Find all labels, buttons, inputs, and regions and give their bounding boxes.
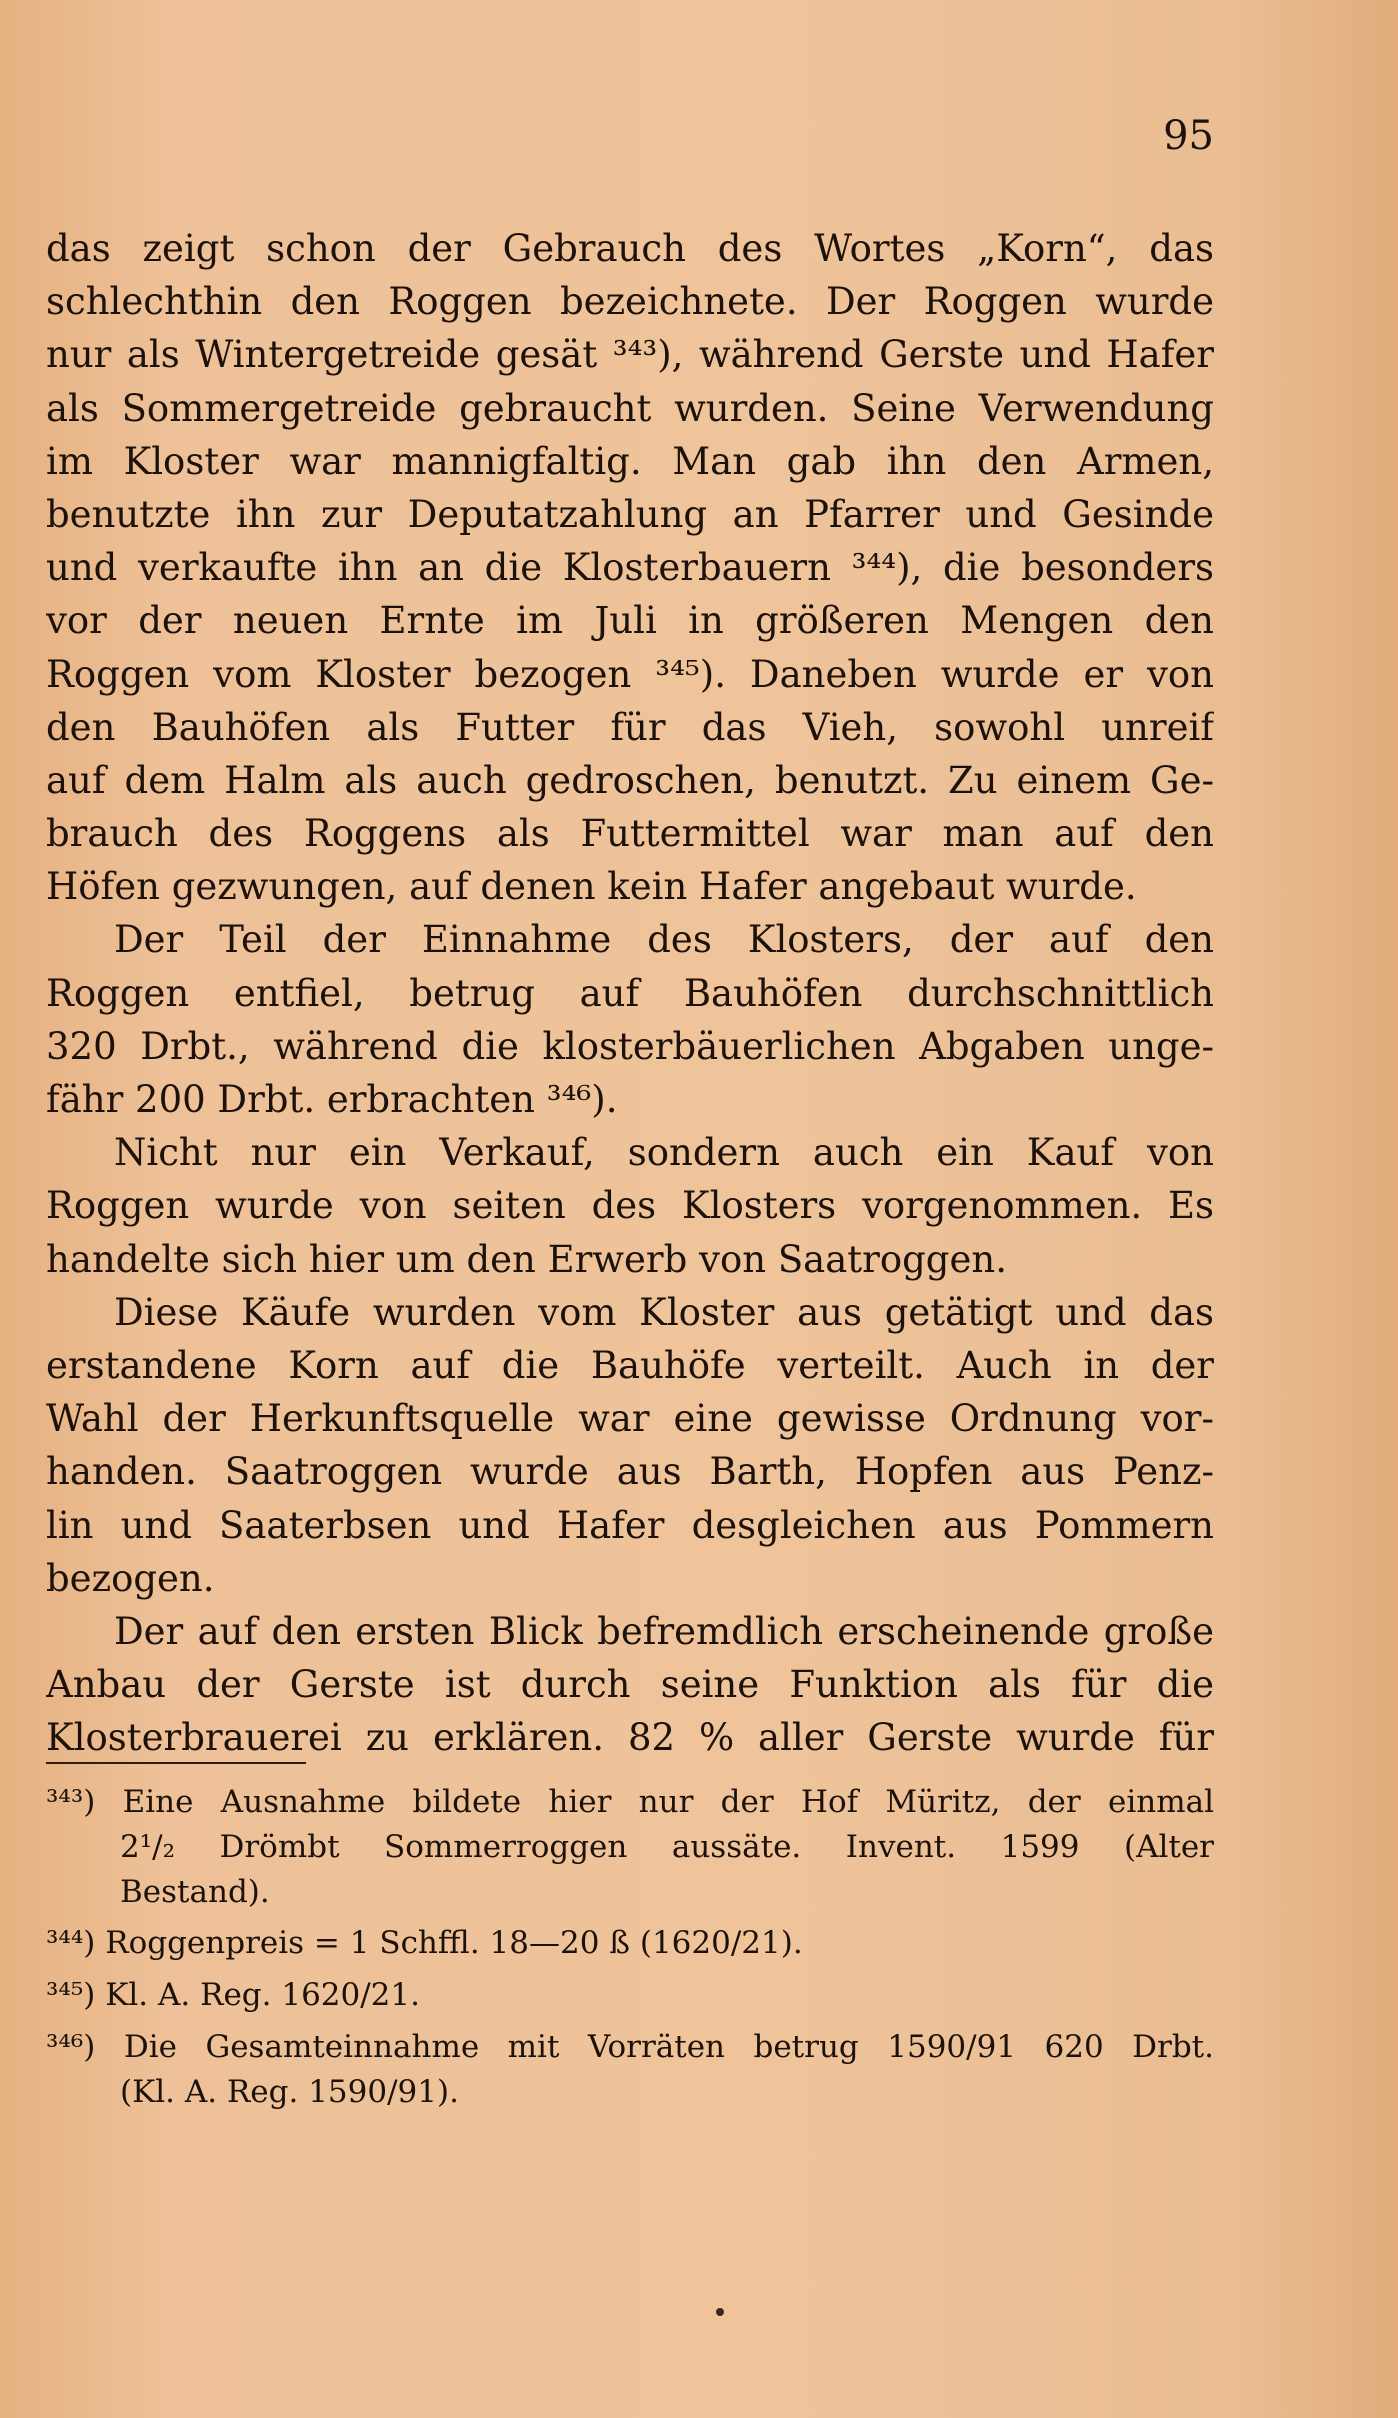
text-line: als Sommergetreide gebraucht wurden. Seine Verwendung <box>46 386 1214 430</box>
text-line: auf dem Halm als auch gedroschen, benutzt. Zu einem Ge- <box>46 758 1214 802</box>
footnote-line: Bestand). <box>120 1873 270 1910</box>
footnote <box>46 1921 1214 1966</box>
footnote-line: ³⁴⁶) Die Gesamteinnahme mit Vorräten betrug 1590/91 620 Drbt. <box>46 2028 1214 2065</box>
text-line: Der Teil der Einnahme des Klosters, der auf den <box>114 918 1214 962</box>
text-line: erstandene Korn auf die Bauhöfe verteilt. Auch in der <box>46 1343 1214 1387</box>
footnote-gap <box>46 2018 1214 2025</box>
footnotes <box>46 1780 1214 2115</box>
page-number: 95 <box>1163 113 1214 159</box>
text-line: und verkaufte ihn an die Klosterbauern ³⁴⁴), die besonders <box>46 546 1214 590</box>
text-line: Diese Käufe wurden vom Kloster aus getätigt und das <box>114 1290 1214 1334</box>
text-line: Wahl der Herkunftsquelle war eine gewisse Ordnung vor- <box>46 1397 1214 1441</box>
text-line: fähr 200 Drbt. erbrachten ³⁴⁶). <box>46 1078 618 1121</box>
text-line: Klosterbrauerei zu erklären. 82 % aller Gerste wurde für <box>46 1716 1214 1760</box>
text-line: das zeigt schon der Gebrauch des Wortes „Korn“, das <box>46 227 1214 270</box>
text-line: den Bauhöfen als Futter für das Vieh, sowohl unreif <box>46 705 1214 749</box>
text-line: brauch des Roggens als Futtermittel war man auf den <box>46 812 1214 856</box>
footnote-gap <box>46 1914 1214 1921</box>
text-line: vor der neuen Ernte im Juli in größeren Mengen den <box>46 599 1214 643</box>
text-line: schlechthin den Roggen bezeichnete. Der Roggen wurde <box>46 280 1214 324</box>
footnote <box>46 1780 1214 1914</box>
footnote-line: (Kl. A. Reg. 1590/91). <box>120 2073 459 2110</box>
text-line: Anbau der Gerste ist durch seine Funktion als für die <box>46 1663 1214 1707</box>
footnote-separator <box>46 1762 306 1764</box>
text-line: im Kloster war mannigfaltig. Man gab ihn den Armen, <box>46 439 1214 483</box>
footnote-line: ³⁴⁴) Roggenpreis = 1 Schffl. 18—20 ß (1620/21). <box>46 1925 803 1962</box>
footnote-line: ³⁴³) Eine Ausnahme bildete hier nur der Hof Müritz, der einmal <box>46 1784 1214 1820</box>
text-line: Roggen wurde von seiten des Klosters vorgenommen. Es <box>46 1184 1214 1228</box>
text-line: Roggen entfiel, betrug auf Bauhöfen durchschnittlich <box>46 971 1214 1015</box>
text-line: lin und Saaterbsen und Hafer desgleichen aus Pommern <box>46 1503 1214 1547</box>
footnote-line: ³⁴⁵) Kl. A. Reg. 1620/21. <box>46 1977 420 2014</box>
text-line: Höfen gezwungen, auf denen kein Hafer angebaut wurde. <box>46 865 1137 909</box>
text-line: bezogen. <box>46 1556 215 1600</box>
paper-speck <box>716 2308 724 2316</box>
text-line: Der auf den ersten Blick befremdlich erscheinende große <box>114 1609 1214 1653</box>
footnote <box>46 2025 1214 2115</box>
footnote-line: 2¹/₂ Drömbt Sommerroggen aussäte. Invent. 1599 (Alter <box>120 1828 1214 1865</box>
text-line: nur als Wintergetreide gesät ³⁴³), während Gerste und Hafer <box>46 333 1214 377</box>
text-line: benutzte ihn zur Deputatzahlung an Pfarrer und Gesinde <box>46 492 1214 536</box>
body-text <box>46 222 1214 1764</box>
footnote <box>46 1973 1214 2018</box>
text-line: handelte sich hier um den Erwerb von Saatroggen. <box>46 1237 1007 1281</box>
footnote-gap <box>46 1966 1214 1973</box>
text-line: Nicht nur ein Verkauf, sondern auch ein Kauf von <box>114 1131 1214 1175</box>
text-line: Roggen vom Kloster bezogen ³⁴⁵). Daneben wurde er von <box>46 652 1214 696</box>
text-line: handen. Saatroggen wurde aus Barth, Hopfen aus Penz- <box>46 1450 1214 1494</box>
text-line: 320 Drbt., während die klosterbäuerlichen Abgaben unge- <box>46 1024 1214 1068</box>
